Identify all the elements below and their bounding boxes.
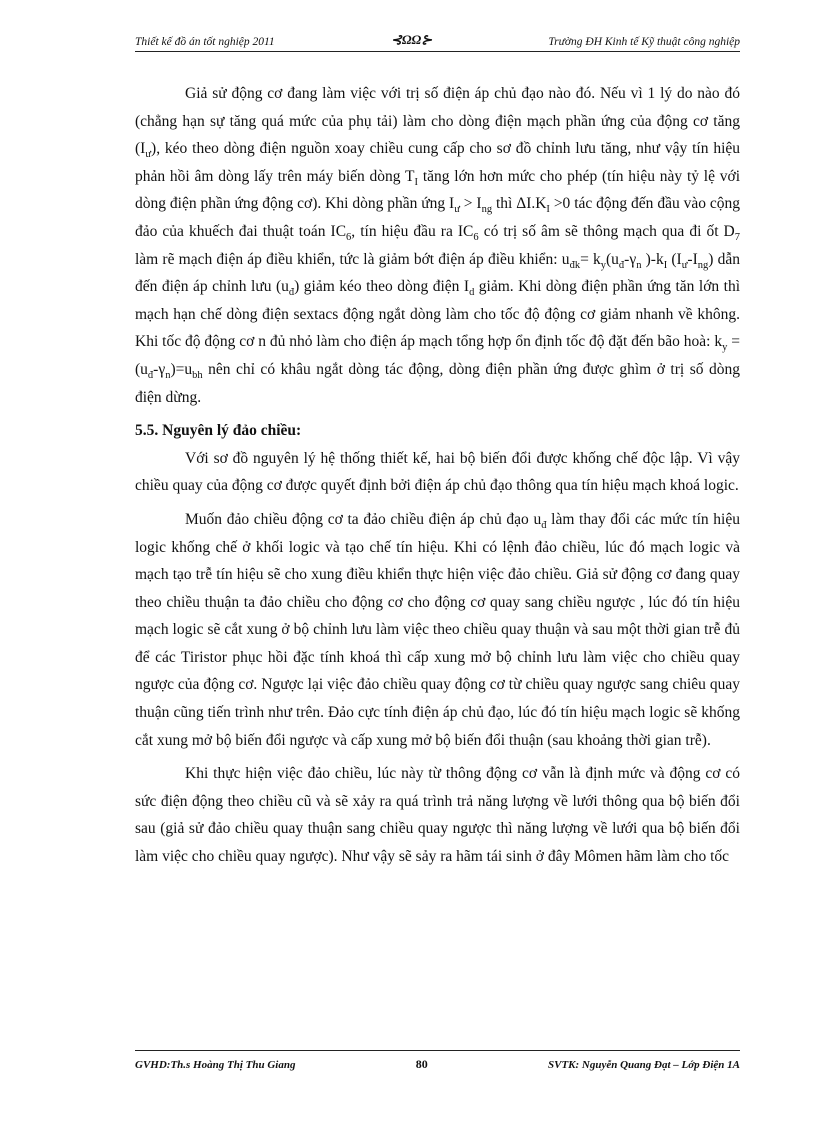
paragraph-regenerative-braking: Khi thực hiện việc đảo chiều, lúc này từ thông động cơ vẫn là định mức và động cơ có sức điện động theo chiều cũ và sẽ xảy ra quá trình trả năng lượng về lưới thông qua bộ biến đổi sau (giả sử đảo chiều quay thuận sang chiều quay ngược thì năng lượng về lưới qua bộ biến đổi làm việc cho chiều quay ngược). Như vậy sẽ sảy ra hãm tái sinh ở đây Mômen hãm làm cho tốc: [135, 765, 740, 866]
page-body: [135, 80, 740, 871]
header-document-title: Thiết kế đồ án tốt nghiệp 2011: [135, 36, 275, 48]
paragraph-reversing-process: Muốn đảo chiều động cơ ta đảo chiều điện áp chủ đạo $u_đ$ làm thay đổi các mức tín hiệu logic khống chế ở khối logic và tạo chế tín hiệu. Khi có lệnh đảo chiều, lúc đó mạch logic và mạch tạo trễ tín hiệu sẽ cho xung điều khiển thực hiện việc đảo chiều. Giả sử động cơ đang quay theo chiều thuận ta đảo chiều cho động cơ cho động cơ quay sang chiều ngược , lúc đó tín hiệu mạch logic sẽ cắt xung ở bộ chỉnh lưu làm việc theo chiều quay thuận và sau một thời gian trễ đủ để các Tiristor phục hồi đặc tính khoá thì cấp xung mở bộ chỉnh lưu làm việc cho chiều quay ngược của động cơ. Ngược lại việc đảo chiều quay động cơ từ chiều quay ngược sang chiêu quay thuận cũng tiến trình như trên. Đảo cực tính điện áp chủ đạo, lúc đó tín hiệu mạch logic sẽ khống cắt xung mở bộ biến đổi ngược và cấp xung mở bộ biến đổi thuận (sau khoảng thời gian trễ).: [135, 510, 740, 749]
header-ornament: ⊰ΩΩ⊱: [390, 32, 433, 47]
footer-supervisor: GVHD:Th.s Hoàng Thị Thu Giang: [135, 1058, 296, 1071]
footer-student: SVTK: Nguyễn Quang Đạt – Lớp Điện 1A: [547, 1058, 740, 1071]
page-number: 80: [415, 1057, 428, 1071]
page-header: [135, 30, 740, 52]
page-footer: [135, 1050, 740, 1074]
paragraph-reversing-intro: Với sơ đồ nguyên lý hệ thống thiết kế, hai bộ biến đổi được khống chế độc lập. Vì vậy chiều quay của động cơ được quyết định bởi điện áp chủ đạo thông qua tín hiệu mạch khoá logic.: [135, 449, 740, 495]
header-university: Trường ĐH Kinh tế Kỹ thuật công nghiệp: [548, 36, 740, 48]
paragraph-current-limit: Giả sử động cơ đang làm việc với trị số điện áp chủ đạo nào đó. Nếu vì 1 lý do nào đó (chẳng hạn sự tăng quá mức của phụ tải) làm cho dòng điện mạch phần ứng của động cơ tăng $(I_ư)$, kéo theo dòng điện nguồn xoay chiều cung cấp cho sơ đồ chỉnh lưu tăng, như vậy tín hiệu phản hồi âm dòng lấy trên máy biến dòng $T_I$ tăng lớn hơn mức cho phép (tín hiệu này tỷ lệ với dòng điện phần ứng động cơ). Khi dòng phần ứng $I_ư > I_{ng}$ thì $\Delta I.K_I >0$ tác động đến đầu vào cộng đảo của khuếch đai thuật toán $IC_6$, tín hiệu đầu ra $IC_6$ có trị số âm sẽ thông mạch qua đi ốt $D_7$ làm rẽ mạch điện áp điều khiển, tức là giảm bớt điện áp điều khiển: $u_{đk}= k_y(u_đ-\gamma_n$ )$-k_I$ $(I_ư-I_{ng})$ dẫn đến điện áp chỉnh lưu $(u_đ)$ giảm kéo theo dòng điện $I_d$ giảm. Khi dòng điện phần ứng tăn lớn thì mạch hạn chế dòng điện sextacs động ngắt dòng làm cho tốc độ động cơ giảm nhanh về không. Khi tốc độ động cơ n đủ nhỏ làm cho điện áp mạch tổng hợp ổn định tốc độ đặt đến bão hoà: $k_y = (u_đ-\gamma_n)=u_{bh}$ nên chỉ có khâu ngắt dòng tác động, dòng điện phần ứng được ghìm ở trị số dòng điện dừng.: [135, 85, 741, 406]
section-heading: 5.5. Nguyên lý đảo chiều:: [135, 422, 302, 440]
